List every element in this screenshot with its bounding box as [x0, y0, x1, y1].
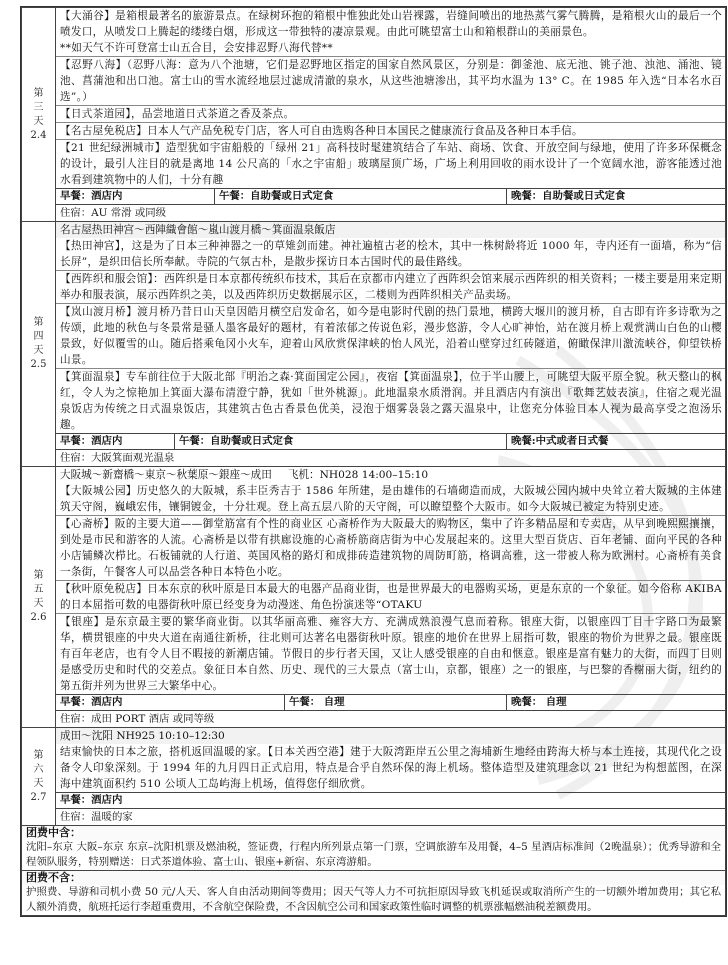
day4-entry: 【西阵织和服会馆】：西阵织是日本京都传统织布技术，其后在京都市内建立了西阵织会馆来展示西阵织的相关资料；一楼主要是用来定期举办和服表演，展示西阵织之美，以及西阵织历史数据展示区，二楼则为西阵织相关产品卖场。: [56, 270, 725, 303]
day4-hotel: 住宿：大阪箕面观光温泉: [56, 449, 725, 466]
day5-entry: 【银座】是东京最主要的繁华商业街。以其华丽高雅、雍容大方、充满成熟浪漫气息而着称。银座大街，以银座四丁目十字路口为最繁华，横贯银座的中央大道在南通往新桥，往北则可达著名电器街秋叶原。银座的地价在世界上屈指可数，银座的物价为世界之最。银座既有百年老店，也有令人目不暇接的新潮店铺。节假日的步行者天国，又让人感受银座的自由和惬意。银座是富有魅力的大街，而四丁目则是感受历史和时代的交差点。象征日本自然、历史、现代的三大景点（富士山，京都，银座）之一的银座，与巴黎的香榭丽大街，纽约的第五街并列为世界三大繁华中心。: [56, 613, 725, 694]
day6-route: 成田～沈阳 NH925 10:10–12:30: [56, 728, 725, 744]
itinerary-table: [21, 7, 726, 916]
day3-content: [56, 8, 726, 222]
day4-label: 第 四 天 2.5: [22, 222, 56, 467]
day4-meals: [56, 433, 725, 449]
day6-content: [56, 728, 726, 826]
day5-entry: 【心斋桥】阪的主要大道——御堂筋富有个性的商业区 心斋桥作为大阪最大的购物区，集中了许多精品屋和专卖店，从早到晚熙熙攘攘，到处是市民和游客的人流。心斋桥是以带有拱廊设施的心斋桥筋商店街为中心发展起来的。这里大型百货店、百年老铺、面向平民的各种小店铺鳞次栉比。石板铺就的人行道、英国风格的路灯和成排砖造建筑物的周防町筋，格调高雅，这一带被人称为欧洲村。心斋桥有美食一条街，午餐客人可以品尝各种日本特色小吃。: [56, 515, 725, 580]
includes-heading: 团费中含：: [22, 826, 725, 840]
day6-hotel: 住宿：温暖的家: [56, 808, 725, 825]
day3-hotel: 住宿：AU 常滑 或同级: [56, 204, 725, 221]
day5-route: 大阪城～新齋橋～東京～秋葉原～銀座～成田 飞机：NH028 14:00–15:10: [56, 467, 725, 483]
fees-row: [22, 826, 726, 916]
breakfast: 早餐：酒店内: [56, 189, 215, 204]
dinner: 晚餐:中式或者日式餐: [511, 435, 609, 447]
day3-entry: 【忍野八海】（忍野八海：意为八个池塘，它们是忍野地区指定的国家自然风景区，分别是：御釜池、底无池、铫子池、浊池、涌池、镜池、菖蒲池和出口池。富士山的雪水流经地层过滤成清澈的泉水，从这些池塘渗出，其平均水温为 13° C。在 1985 年入选“日本名水百选”。）: [56, 56, 725, 105]
breakfast: 早餐：酒店内: [56, 434, 175, 449]
day3-row: [22, 8, 726, 222]
dinner: 晚餐： 自理: [511, 696, 567, 708]
excludes-heading: 团费不含：: [22, 870, 725, 885]
day4-entry: 【箕面温泉】专车前往位于大阪北部『明治之森·箕面国定公园』，夜宿【箕面温泉】，位于半山腰上，可眺望大阪平原全貌。秋天整山的枫红，令人为之惊艳加上箕面大瀑布清澄宁静，犹如「世外桃源」。此地温泉水质滑润。并且酒店内有演出『歌舞艺妓表演』，住宿之观光温泉饭店为传统之日式温泉饭店，其建筑古色古香景色优美，浸泡于烟雾袅袅之露天温泉中，让您充分体验日本人视为最高享受之泡汤乐趣。: [56, 368, 725, 433]
day6-entry: 结束愉快的日本之旅，搭机返回温暖的家。【日本关西空港】建于大阪湾距岸五公里之海埔新生地经由跨海大桥与本土连接，其现代化之设备令人印象深刻。于 1994 年的九月四日正式启用，特点是合乎自然环保的海上机场。整体造型及建筑理念以 21 世纪为构想蓝图，在深海中建筑面积约 510 公顷人工岛屿海上机场，值得您仔细欣赏。: [60, 746, 722, 790]
lunch: 午餐：自助餐或日式定食: [215, 189, 507, 204]
itinerary-sheet: [20, 6, 727, 917]
lunch: 午餐：自助餐或日式定食: [175, 434, 507, 449]
includes-body: 沈阳–东京 大阪–东京 东京–沈阳机票及燃油税，签证费，行程内所列景点第一门票，空调旅游车及用餐，4–5 星酒店标准间（2晚温泉）；优秀导游和全程领队服务，特别赠送：日式茶道体验、富士山、银座+新宿、东京湾游船。: [26, 841, 721, 868]
dinner: 晚餐：自助餐或日式定食: [511, 190, 626, 202]
excludes-body: 护照费、导游和司机小费 50 元/人天、客人自由活动期间等费用；因天气等人力不可抗拒原因导致飞机延误或取消所产生的一切额外增加费用；其它私人额外消费，航班托运行李超重费用，不含航空保险费，不含因航空公司和国家政策性临时调整的机票涨幅燃油税差额费用。: [26, 886, 721, 913]
day5-entry: 【秋叶原免税店】日本东京的秋叶原是日本最大的电器产品商业街，也是世界最大的电器购买场，更是东京的一个象征。如今俗称 AKIBA 的日本屈指可数的电器街秋叶原已经变身为动漫迷、角色扮演迷等“OTAKU: [56, 580, 725, 613]
day4-row: [22, 222, 726, 467]
day4-route: 名古屋热田神宫～西陣織會館～嵐山渡月橋～箕面温泉飯店: [56, 222, 725, 238]
day5-entry: 【大阪城公园】历史悠久的大阪城，系丰臣秀吉于 1586 年所建，是由雄伟的石墙砌造而成，大阪城公园内城中央耸立着大阪城的主体建筑天守阁，巍峨宏伟，镶铜镀金，十分壮观。登上高五层八阶的天守阁，可以瞭望整个大阪市。如今大阪城已被定为特别史迹。: [60, 485, 722, 513]
day3-entry: 【名古屋免税店】日本人气产品免税专门店，客人可自由选购各种日本国民之健康流行食品及各种日本手信。: [56, 122, 725, 139]
day3-meals: [56, 188, 725, 204]
day3-entry: 【21 世纪绿洲城市】造型犹如宇宙船般的「绿州 21」高科技时髦建筑结合了车站、商场、饮食、开放空间与绿地，使用了许多环保概念的设计，最引人注目的就是离地 14 公尺高的「水之宇宙船」玻璃屋顶广场，广场上利用回收的雨水设计了一个宽阔水池，游客能透过池水看到建筑物中的人们，十分有趣: [56, 139, 725, 188]
day3-entry: 【日式茶道园】，品尝地道日式茶道之香及茶点。: [56, 105, 725, 122]
day5-content: [56, 467, 726, 728]
fees-cell: [22, 826, 726, 916]
day3-entry: 【大涌谷】是箱根最著名的旅游景点。在绿树环抱的箱根中惟独此处山岩裸露，岩缝间喷出的地热蒸气雾气腾腾，是箱根火山的最后一个喷发口，从喷发口上腾起的缕缕白烟，形成这一带独特的凄凉景观。由此可眺望富士山和箱根群山的美丽景色。: [60, 10, 722, 38]
day4-entry: 【热田神宫】，这是为了日本三种神器之一的草雉剑而建。神社遍植古老的桧木，其中一株树龄将近 1000 年，寺内还有一面墙，称为“信长屏”，是织田信长所奉献。寺院的气氛古朴，是散步探访日本古国时代的最佳路线。: [60, 240, 722, 268]
day5-meals: [56, 694, 725, 710]
day6-meals: [56, 792, 725, 808]
day4-entry: 【岚山渡月桥】渡月桥乃昔日山天皇因皓月横空启发命名，如今是电影时代剧的热门景地，横跨大堰川的渡月桥，自古即有许多诗歌为之传颂，此地的秋色与冬景常是骚人墨客最好的题材，有着浓郁之传说色彩，漫步悠游，令人心旷神怡，站在渡月桥上观赏满山白色的山樱景致，好似覆雪的山。随后搭乘龟冈小火车，迎着山风欣赏保津峡的怡人风光，沿着山壁穿过红砖隧道，俯瞰保津川激流峡谷，仰望铁桥山景。: [56, 303, 725, 368]
day4-content: [56, 222, 726, 467]
day6-row: [22, 728, 726, 826]
day5-row: [22, 467, 726, 728]
lunch: 午餐： 自理: [285, 695, 507, 710]
day5-label: 第 五 天 2.6: [22, 467, 56, 728]
day3-entry: **如天气不许可登富士山五合目，会安排忍野八海代替**: [60, 42, 333, 54]
day5-flight: 飞机：NH028 14:00–15:10: [287, 469, 429, 481]
day6-label: 第 六 天 2.7: [22, 728, 56, 826]
breakfast: 早餐：酒店内: [56, 695, 285, 710]
breakfast: 早餐：酒店内: [60, 794, 123, 806]
day5-hotel: 住宿：成田 PORT 酒店 或同等级: [56, 710, 725, 727]
day3-label: 第 三 天 2.4: [22, 8, 56, 222]
